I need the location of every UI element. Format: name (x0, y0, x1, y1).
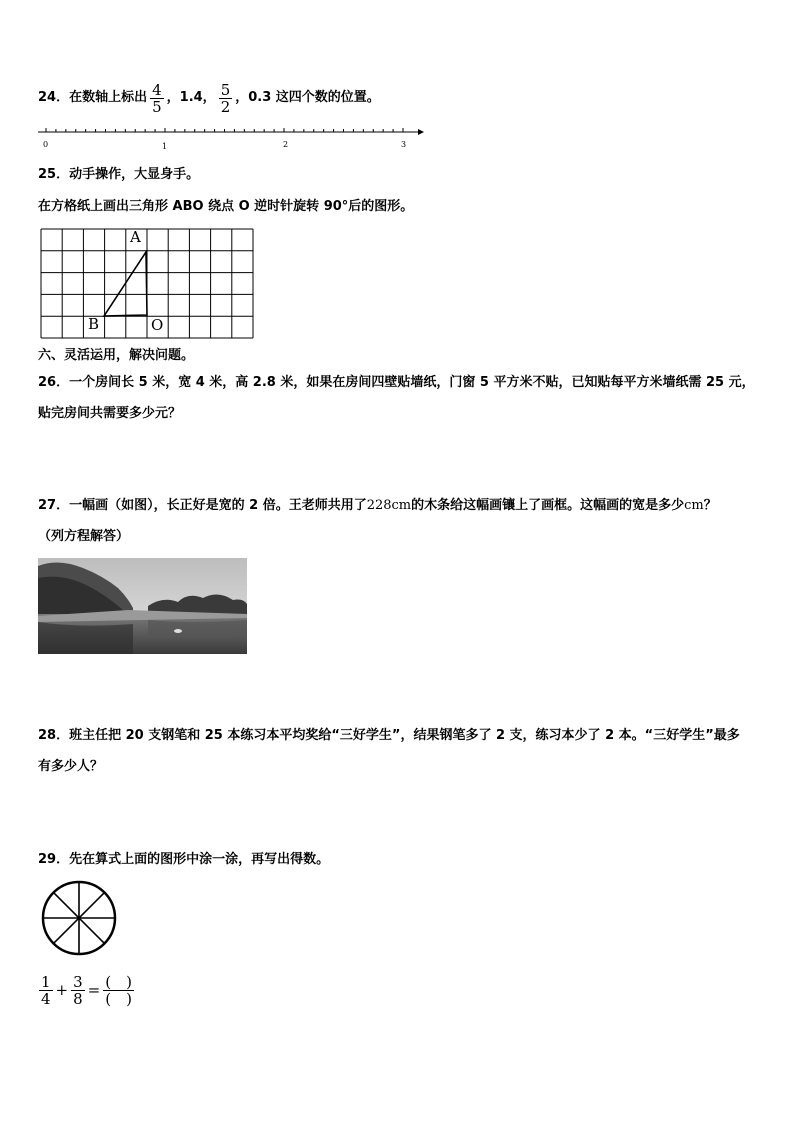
q25-title: 25．动手操作，大显身手。 (38, 167, 200, 182)
label-a: A (130, 228, 141, 246)
q28-line1: 28．班主任把 20 支钢笔和 25 本练习本平均奖给“三好学生”，结果钢笔多了 2 支，练习本少了 2 本。“三好学生”最多 (38, 728, 740, 743)
fraction-4-5: $\frac{4}{5}$ (152, 80, 162, 116)
circle-svg (40, 880, 120, 956)
axis-label-0: 0 (43, 140, 49, 149)
q26-line2: 贴完房间共需要多少元？ (38, 406, 182, 421)
fraction-5-2: $\frac{5}{2}$ (220, 80, 231, 116)
label-b: B (88, 315, 100, 333)
axis-label-3: 3 (401, 140, 407, 149)
number-line (36, 124, 426, 152)
painting-image (38, 558, 247, 654)
circle-8-parts (40, 880, 120, 956)
q25-instruction: 在方格纸上画出三角形 ABO 绕点 O 逆时针旋转 90°后的图形。 (38, 199, 414, 214)
grid-paper (40, 228, 256, 340)
fraction-3-8: $\frac{3}{8}$ (73, 972, 83, 1008)
axis-label-1: 1 (162, 142, 168, 151)
fraction-1-4: $\frac{1}{4}$ (41, 972, 51, 1008)
q26-line1: 26．一个房间长 5 米，宽 4 米，高 2.8 米，如果在房间四壁贴墙纸，门窗 5 平方米不贴，已知贴每平方米墙纸需 25 元， (38, 375, 755, 390)
q27-line1: 27．一幅画（如图），长正好是宽的 2 倍。王老师共用了228cm的木条给这幅画镶上了画框。这幅画的宽是多少cm？ (38, 498, 717, 513)
q29-text: 29．先在算式上面的图形中涂一涂，再写出得数。 (38, 852, 330, 867)
q29-expression: $\frac{1}{4}$ + $\frac{3}{8}$ = $\frac{( )}{( )}$ (41, 972, 132, 1008)
axis-label-2: 2 (283, 140, 289, 149)
number-line-svg (36, 124, 426, 152)
q24-text: 24． 在数轴上标出 $\frac{4}{5}$ ，1.4， $\frac{5}{2}$ ，0.3 这四个数的位置。 (38, 80, 380, 116)
q27-line2: （列方程解答） (38, 529, 130, 544)
grid-svg (40, 228, 256, 340)
section-6-heading: 六、灵活运用，解决问题。 (38, 348, 195, 363)
axis-arrow (418, 129, 424, 135)
q28-line2: 有多少人？ (38, 759, 104, 774)
label-o: O (151, 316, 164, 334)
painting-svg (38, 558, 247, 654)
answer-fraction[interactable]: $\frac{( )}{( )}$ (105, 972, 132, 1008)
